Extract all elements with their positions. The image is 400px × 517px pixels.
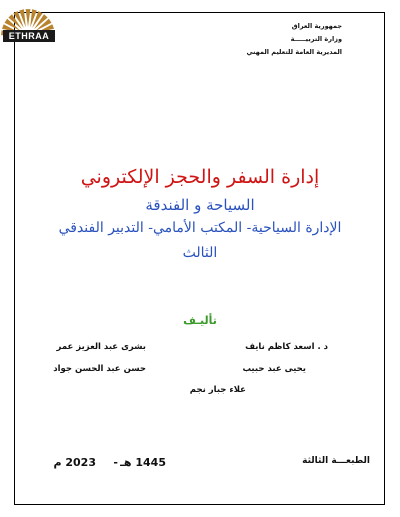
- edition-hijri: 1445 هـ: [120, 456, 166, 469]
- logo-text: ETHRAA: [3, 30, 55, 42]
- author-3: يحيى عبد حبيب: [242, 364, 306, 374]
- republic-label: جمهورية العراق: [291, 22, 342, 30]
- author-5: علاء جبار نجم: [189, 385, 246, 395]
- edition-label: الطبعـــة الثالثة: [302, 456, 370, 466]
- logo-ray: [26, 9, 31, 27]
- author-1: د . اسعد كاظم نايف: [245, 342, 328, 352]
- edition-gregorian: 2023 م: [53, 456, 96, 469]
- author-4: حسن عبد الحسن جواد: [53, 364, 146, 374]
- department-title: السياحة و الفندقة: [145, 196, 255, 214]
- stage-title: الثالث: [182, 245, 218, 261]
- edition-separator: -: [113, 456, 118, 469]
- ministry-label: وزارة التربيـــــة: [290, 35, 342, 43]
- specialization-title: الإدارة السياحية- المكتب الأمامي- التدبير الفندقي: [58, 220, 342, 236]
- book-title: إدارة السفر والحجز الإلكتروني: [80, 166, 320, 188]
- ethraa-logo: [0, 0, 56, 52]
- author-2: بشرى عبد العزيز عمر: [56, 342, 146, 352]
- authored-label: تأليـف: [183, 314, 217, 327]
- directorate-label: المديرية العامة للتعليم المهني: [246, 48, 342, 56]
- sunburst-icon: [0, 0, 56, 52]
- ministry-header: [246, 20, 342, 59]
